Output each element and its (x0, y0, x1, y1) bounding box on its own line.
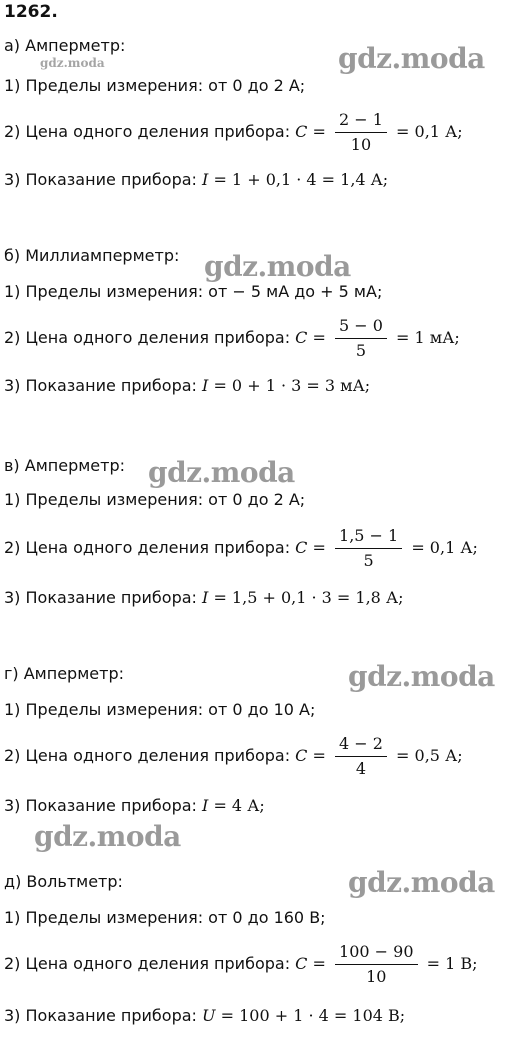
section-e-reading (4, 1006, 405, 1026)
fraction-numerator: 2 − 1 (335, 110, 387, 133)
price-variable: C (295, 746, 308, 765)
price-label: 2) Цена одного деления прибора: (4, 954, 296, 973)
section-b-range: 1) Пределы измерения: от − 5 мА до + 5 мА; (4, 282, 383, 301)
price-label: 2) Цена одного деления прибора: (4, 538, 296, 557)
watermark: gdz.moda (348, 660, 495, 693)
section-a-price: 2) Цена одного деления прибора: C = $\frac{2 - 1}{10}$ = 0,1 А; (4, 110, 463, 154)
fraction-denominator: 5 (355, 341, 367, 360)
price-result: = 1 мА; (396, 328, 460, 347)
reading-variable: I (202, 376, 209, 395)
fraction-numerator: 4 − 2 (335, 734, 387, 757)
section-c-reading (4, 588, 403, 608)
reading-variable: I (202, 588, 209, 607)
fraction-numerator: 5 − 0 (335, 316, 387, 339)
reading-variable: I (202, 796, 209, 815)
price-fraction (335, 942, 417, 987)
reading-label: 3) Показание прибора: (4, 170, 203, 189)
price-result: = 1 В; (426, 954, 478, 973)
section-d-price: 2) Цена одного деления прибора: C = $\frac{4 - 2}{4}$ = 0,5 А; (4, 734, 463, 778)
watermark: gdz.moda (338, 42, 485, 75)
price-result: = 0,5 А; (396, 746, 463, 765)
reading-label: 3) Показание прибора: (4, 796, 203, 815)
price-variable: C (295, 538, 308, 557)
section-b-reading (4, 376, 370, 396)
reading-label: 3) Показание прибора: (4, 376, 203, 395)
price-fraction (335, 526, 402, 571)
reading-expression: = 0 + 1 · 3 = 3 мА; (213, 376, 371, 395)
price-fraction (335, 110, 387, 155)
price-variable: C (295, 328, 308, 347)
price-label: 2) Цена одного деления прибора: (4, 122, 296, 141)
watermark-small: gdz.moda (40, 56, 105, 70)
section-e-range: 1) Пределы измерения: от 0 до 160 В; (4, 908, 326, 927)
section-a-reading (4, 170, 388, 190)
fraction-denominator: 4 (355, 759, 367, 778)
price-label: 2) Цена одного деления прибора: (4, 328, 296, 347)
reading-expression: = 4 А; (213, 796, 265, 815)
section-e-header: д) Вольтметр: (4, 872, 123, 891)
fraction-denominator: 5 (363, 551, 374, 570)
watermark: gdz.moda (348, 866, 495, 899)
section-a-header: а) Амперметр: (4, 36, 126, 55)
fraction-numerator: 1,5 − 1 (335, 526, 402, 549)
section-d-range: 1) Пределы измерения: от 0 до 10 А; (4, 700, 316, 719)
reading-variable: I (202, 170, 209, 189)
fraction-denominator: 10 (366, 967, 387, 986)
price-fraction (335, 734, 387, 779)
reading-label: 3) Показание прибора: (4, 588, 203, 607)
section-a-range: 1) Пределы измерения: от 0 до 2 А; (4, 76, 306, 95)
section-b-price: 2) Цена одного деления прибора: C = $\frac{5 - 0}{5}$ = 1 мА; (4, 316, 460, 360)
section-b-header: б) Миллиамперметр: (4, 246, 180, 265)
reading-label: 3) Показание прибора: (4, 1006, 203, 1025)
section-c-range: 1) Пределы измерения: от 0 до 2 А; (4, 490, 306, 509)
fraction-numerator: 100 − 90 (335, 942, 417, 965)
price-variable: C (295, 122, 308, 141)
section-c-header: в) Амперметр: (4, 456, 126, 475)
section-e-price: 2) Цена одного деления прибора: C = $\frac{100 - 90}{10}$ = 1 В; (4, 942, 478, 986)
price-variable: C (295, 954, 308, 973)
price-fraction (335, 316, 387, 361)
problem-number: 1262. (4, 2, 58, 22)
section-d-header: г) Амперметр: (4, 664, 124, 683)
watermark: gdz.moda (148, 456, 295, 489)
watermark: gdz.moda (204, 250, 351, 283)
reading-expression: = 100 + 1 · 4 = 104 В; (220, 1006, 406, 1025)
reading-expression: = 1,5 + 0,1 · 3 = 1,8 А; (213, 588, 404, 607)
section-c-price: 2) Цена одного деления прибора: C = $\frac{1,5 - 1}{5}$ = 0,1 А; (4, 526, 478, 570)
watermark: gdz.moda (34, 820, 181, 853)
fraction-denominator: 10 (350, 135, 372, 154)
section-d-reading (4, 796, 265, 816)
reading-variable: U (202, 1006, 216, 1025)
price-result: = 0,1 А; (396, 122, 463, 141)
price-result: = 0,1 А; (411, 538, 478, 557)
price-label: 2) Цена одного деления прибора: (4, 746, 296, 765)
reading-expression: = 1 + 0,1 · 4 = 1,4 А; (213, 170, 389, 189)
